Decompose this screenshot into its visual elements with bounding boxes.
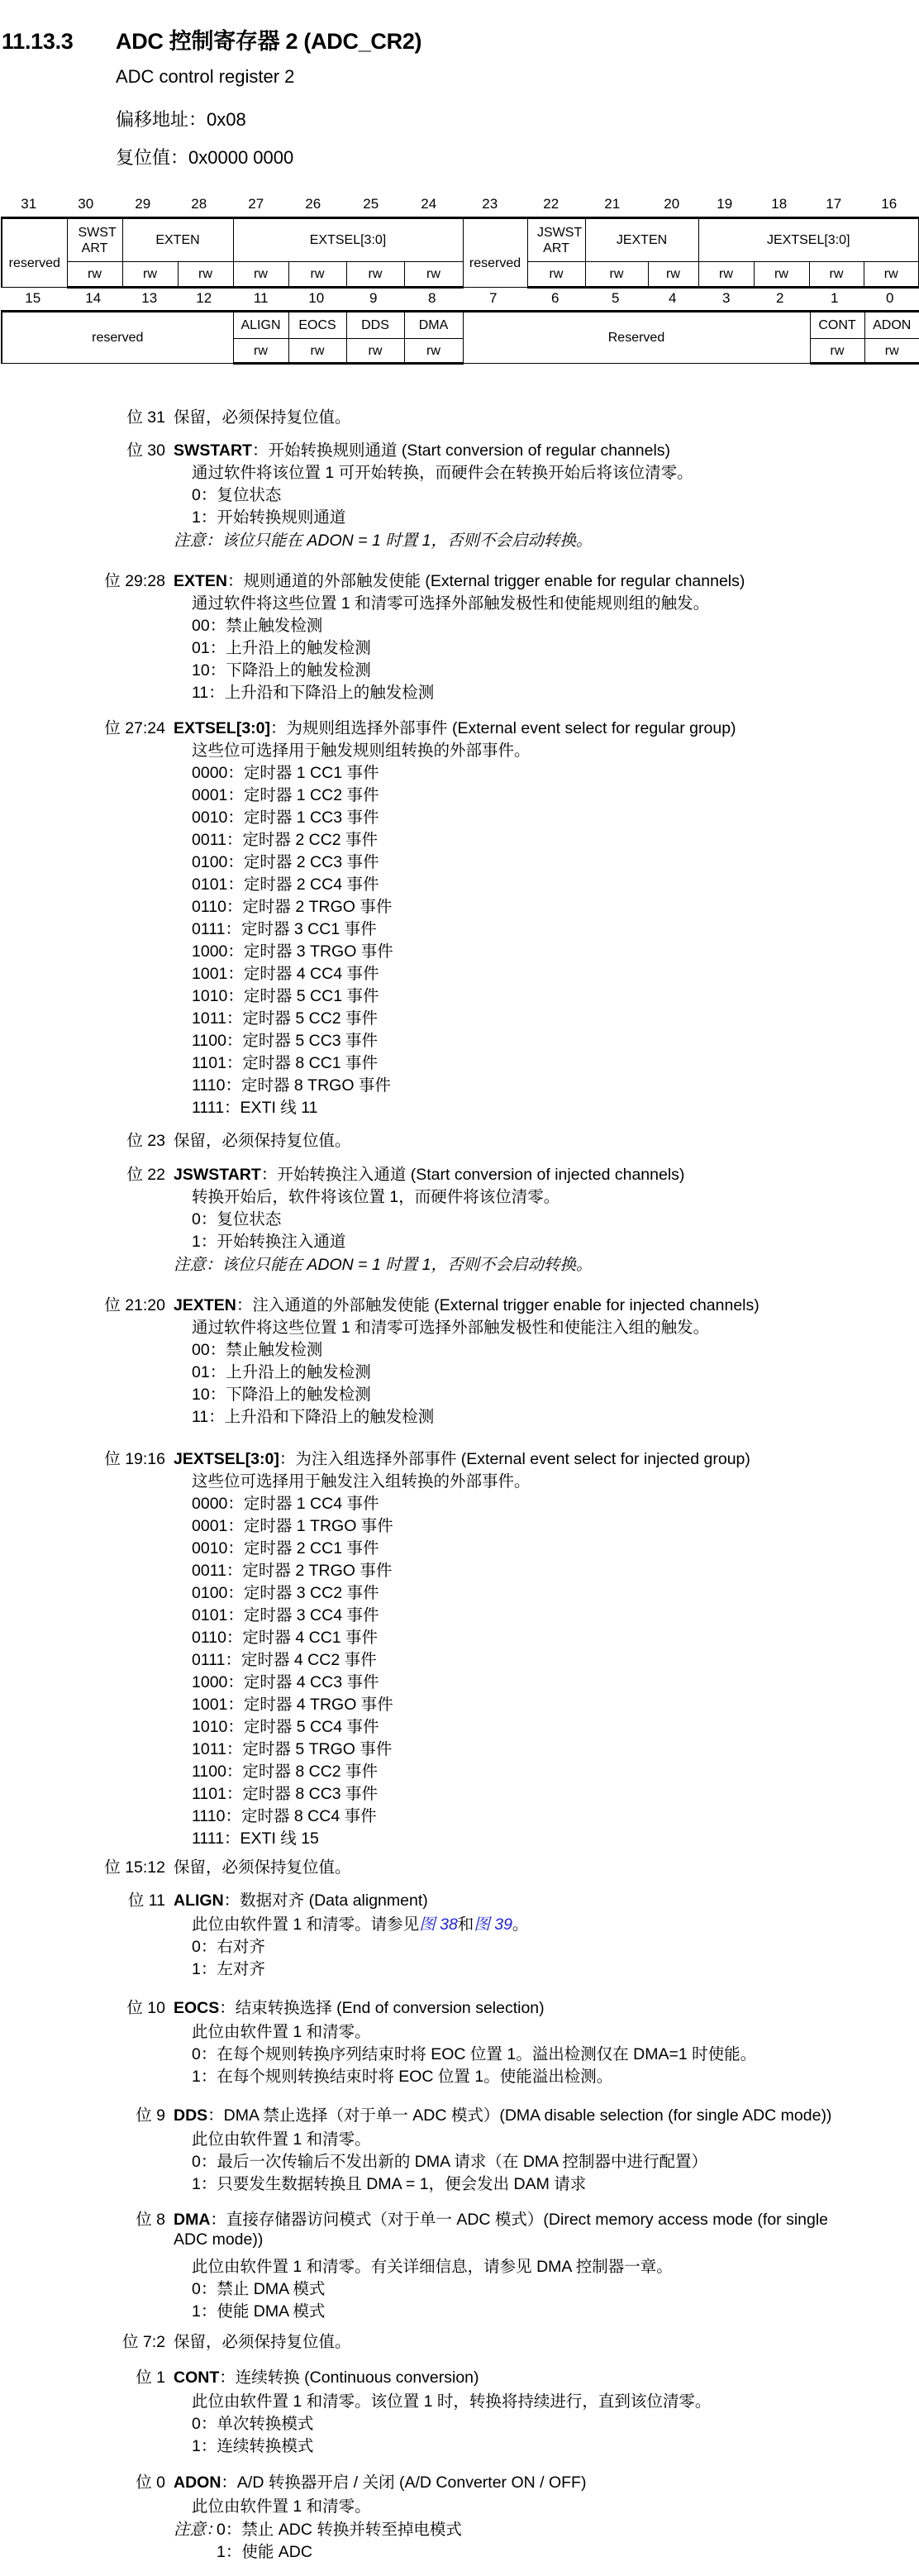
access-rw: rw <box>585 262 648 288</box>
access-rw: rw <box>346 339 404 364</box>
bit-number: 30 <box>78 196 94 212</box>
bit-number: 14 <box>85 290 102 306</box>
field-title: ：开始转换规则通道 (Start conversion of regular channels) <box>251 441 671 460</box>
option: 0011：定时器 2 CC2 事件 <box>192 831 379 849</box>
field-title: ：开始转换注入通道 (Start conversion of injected channels) <box>260 1166 685 1184</box>
field-title: ：注入通道的外部触发使能 (External trigger enable for injected channels) <box>236 1296 759 1314</box>
field-description: 转换开始后，软件将该位置 1，而硬件将该位清零。 <box>192 1188 560 1206</box>
option-1: 1：左对齐 <box>192 1960 265 1978</box>
bit-number: 18 <box>771 196 788 212</box>
bit-number: 21 <box>604 196 621 212</box>
option: 10：下降沿上的触发检测 <box>192 661 371 680</box>
bit-label: 位 27:24 <box>104 719 165 737</box>
note-option-1: 1：使能 ADC <box>217 2543 312 2561</box>
option-1: 1：只要发生数据转换且 DMA = 1，便会发出 DAM 请求 <box>192 2175 587 2193</box>
bit-number: 10 <box>308 290 325 306</box>
bit-label: 位 21:20 <box>104 1296 165 1314</box>
field-title: ：DMA 禁止选择（对于单一 ADC 模式）(DMA disable selection (for single ADC mode)) <box>207 2106 832 2125</box>
access-rw: rw <box>233 262 288 288</box>
field-name: EXTEN <box>174 572 228 590</box>
bit-number: 16 <box>881 196 898 212</box>
bit-text: 保留，必须保持复位值。 <box>174 2333 351 2351</box>
bit-number: 5 <box>612 290 620 306</box>
field-name: CONT <box>174 2368 220 2387</box>
bit-number: 28 <box>191 196 207 212</box>
field-note: 注意：该位只能在 ADON = 1 时置 1，否则不会启动转换。 <box>174 532 593 550</box>
bit-number: 20 <box>664 196 680 212</box>
field-note-label: 注意： <box>174 2521 222 2539</box>
access-rw: rw <box>864 339 919 364</box>
option-0: 0：复位状态 <box>192 1210 282 1228</box>
bit-label: 位 29:28 <box>104 572 165 590</box>
bit-label: 位 19:16 <box>104 1450 165 1468</box>
bit-label: 位 15:12 <box>104 1858 165 1877</box>
bit-label: 位 11 <box>127 1891 165 1910</box>
option-1: 1：连续转换模式 <box>192 2437 314 2455</box>
field-note: 注意：该位只能在 ADON = 1 时置 1，否则不会启动转换。 <box>174 1256 593 1274</box>
field-name: DDS <box>174 2106 208 2125</box>
bit-label: 位 31 <box>126 408 165 427</box>
field-label: JSWST ART <box>537 225 583 255</box>
option: 1101：定时器 8 CC1 事件 <box>192 1054 379 1072</box>
bit-text: 保留，必须保持复位值。 <box>174 1132 351 1150</box>
bit-label: 位 9 <box>136 2106 165 2125</box>
option: 0111：定时器 3 CC1 事件 <box>192 920 377 938</box>
field-label: SWST ART <box>78 225 117 255</box>
bit-label: 位 22 <box>126 1166 165 1184</box>
option-0: 0：右对齐 <box>192 1938 265 1956</box>
option: 0001：定时器 1 CC2 事件 <box>192 786 379 804</box>
field-reserved-15-12: reserved <box>2 312 233 364</box>
option: 1010：定时器 5 CC1 事件 <box>192 987 379 1005</box>
option: 0101：定时器 2 CC4 事件 <box>192 875 379 894</box>
access-rw: rw <box>178 262 233 288</box>
field-title: ：数据对齐 (Data alignment) <box>223 1891 428 1910</box>
bit-number: 27 <box>248 196 264 212</box>
bit-label: 位 23 <box>126 1132 165 1150</box>
section-title <box>2 23 421 55</box>
field-jextsel: JEXTSEL[3:0] <box>698 218 919 262</box>
figure-39-link[interactable]: 图 39 <box>474 1915 512 1934</box>
field-name: ADON <box>174 2473 221 2492</box>
bit-number: 2 <box>776 290 784 306</box>
field-swstart <box>67 218 122 262</box>
access-rw: rw <box>810 339 864 364</box>
access-rw: rw <box>864 262 919 288</box>
field-description: 此位由软件置 1 和清零。 <box>192 2497 371 2516</box>
bit-number: 9 <box>369 290 378 306</box>
access-rw: rw <box>404 339 463 364</box>
field-description: 通过软件将这些位置 1 和清零可选择外部触发极性和使能规则组的触发。 <box>192 594 710 613</box>
field-title: ：结束转换选择 (End of conversion selection) <box>219 1999 545 2017</box>
option: 01：上升沿上的触发检测 <box>192 639 371 657</box>
field-name: EXTSEL[3:0] <box>174 719 271 737</box>
bit-number: 11 <box>253 290 269 306</box>
bit-number: 19 <box>717 196 733 212</box>
register-subtitle: ADC control register 2 <box>116 66 295 87</box>
field-dma: DMA <box>404 312 463 339</box>
field-title: ：A/D 转换器开启 / 关闭 (A/D Converter ON / OFF) <box>221 2473 587 2492</box>
bit-number: 31 <box>21 196 37 212</box>
bit-number: 26 <box>305 196 321 212</box>
option: 0110：定时器 4 CC1 事件 <box>192 1629 379 1647</box>
bit-number: 8 <box>428 290 436 306</box>
field-name: JEXTSEL[3:0] <box>174 1450 279 1468</box>
bit-number: 0 <box>886 290 894 306</box>
bit-number: 3 <box>722 290 731 306</box>
register-table-upper <box>1 217 919 289</box>
bit-number: 29 <box>135 196 151 212</box>
field-adon: ADON <box>864 312 919 339</box>
field-extsel: EXTSEL[3:0] <box>233 218 463 262</box>
field-jexten: JEXTEN <box>585 218 698 262</box>
bit-number: 15 <box>25 290 41 306</box>
bit-number: 1 <box>831 290 839 306</box>
field-name: ALIGN <box>174 1891 224 1910</box>
bit-number: 6 <box>551 290 559 306</box>
bit-label: 位 30 <box>126 441 165 460</box>
field-exten: EXTEN <box>122 218 233 262</box>
field-title: ：为规则组选择外部事件 (External event select for regular group) <box>270 719 736 737</box>
field-cont: CONT <box>810 312 864 339</box>
field-name: JEXTEN <box>174 1296 236 1314</box>
option: 10：下降沿上的触发检测 <box>192 1386 371 1404</box>
upper-bit-numbers <box>0 196 919 216</box>
field-reserved-31: reserved <box>2 218 67 288</box>
access-rw: rw <box>648 262 698 288</box>
access-rw: rw <box>754 262 809 288</box>
option: 0110：定时器 2 TRGO 事件 <box>192 898 393 916</box>
field-dds: DDS <box>346 312 404 339</box>
bit-number: 7 <box>489 290 498 306</box>
option: 1011：定时器 5 TRGO 事件 <box>192 1740 393 1758</box>
access-rw: rw <box>233 339 288 364</box>
option: 1001：定时器 4 CC4 事件 <box>192 965 379 983</box>
bit-number: 12 <box>196 290 212 306</box>
bit-number: 4 <box>669 290 677 306</box>
option: 0000：定时器 1 CC4 事件 <box>192 1495 379 1513</box>
option-0: 0：复位状态 <box>192 486 282 504</box>
desc-text: 。 <box>512 1915 529 1934</box>
option: 0100：定时器 3 CC2 事件 <box>192 1584 379 1602</box>
option: 1000：定时器 3 TRGO 事件 <box>192 942 393 961</box>
option: 11：上升沿和下降沿上的触发检测 <box>192 1408 435 1426</box>
bit-label: 位 0 <box>136 2473 165 2492</box>
bit-number: 23 <box>482 196 498 212</box>
access-rw: rw <box>346 262 404 288</box>
bit-number: 22 <box>543 196 559 212</box>
option: 1100：定时器 8 CC2 事件 <box>192 1763 379 1781</box>
option-0: 0：最后一次传输后不发出新的 DMA 请求（在 DMA 控制器中进行配置） <box>192 2153 708 2171</box>
option-1: 1：在每个规则转换结束时将 EOC 位置 1。使能溢出检测。 <box>192 2068 613 2086</box>
option: 1100：定时器 5 CC3 事件 <box>192 1032 379 1050</box>
bit-number: 13 <box>141 290 158 306</box>
option: 0111：定时器 4 CC2 事件 <box>192 1651 377 1669</box>
desc-text: 和 <box>457 1915 474 1934</box>
field-description: 此位由软件置 1 和清零。该位置 1 时，转换将持续进行，直到该位清零。 <box>192 2392 712 2411</box>
option-1: 1：开始转换注入通道 <box>192 1233 346 1251</box>
field-reserved-7-2: Reserved <box>463 312 810 364</box>
access-rw: rw <box>809 262 864 288</box>
lower-bit-numbers <box>0 290 919 310</box>
field-title: ：连续转换 (Continuous conversion) <box>219 2368 479 2387</box>
option: 0101：定时器 3 CC4 事件 <box>192 1606 379 1624</box>
bit-label: 位 10 <box>126 1999 165 2017</box>
field-title: ：为注入组选择外部事件 (External event select for injected group) <box>279 1450 750 1468</box>
option: 0011：定时器 2 TRGO 事件 <box>192 1562 393 1580</box>
option: 0100：定时器 2 CC3 事件 <box>192 853 379 871</box>
option: 1010：定时器 5 CC4 事件 <box>192 1718 379 1736</box>
note-option-0: 0：禁止 ADC 转换并转至掉电模式 <box>217 2521 462 2539</box>
figure-38-link[interactable]: 图 38 <box>419 1915 458 1934</box>
access-rw: rw <box>404 262 463 288</box>
option: 0010：定时器 1 CC3 事件 <box>192 809 379 827</box>
section-number: 11.13.3 <box>2 29 74 54</box>
field-description: 这些位可选择用于触发规则组转换的外部事件。 <box>192 742 531 760</box>
option: 1110：定时器 8 CC4 事件 <box>192 1807 377 1825</box>
bit-text: 保留，必须保持复位值。 <box>174 408 351 427</box>
access-rw: rw <box>527 262 585 288</box>
field-name: JSWSTART <box>174 1166 261 1184</box>
field-title: ：直接存储器访问模式（对于单一 ADC 模式）(Direct memory access mode (for single <box>210 2211 829 2229</box>
option-1: 1：开始转换规则通道 <box>192 508 346 527</box>
option: 0000：定时器 1 CC1 事件 <box>192 764 379 782</box>
option: 00：禁止触发检测 <box>192 617 323 635</box>
option: 1110：定时器 8 TRGO 事件 <box>192 1076 391 1095</box>
bit-number: 24 <box>421 196 437 212</box>
section-heading: ADC 控制寄存器 2 (ADC_CR2) <box>116 29 422 54</box>
field-jswstart <box>527 218 585 262</box>
access-rw: rw <box>67 262 122 288</box>
bit-label: 位 7:2 <box>121 2333 165 2351</box>
option: 1101：定时器 8 CC3 事件 <box>192 1785 379 1803</box>
option: 0010：定时器 2 CC1 事件 <box>192 1539 379 1558</box>
option: 1000：定时器 4 CC3 事件 <box>192 1673 379 1691</box>
field-reserved-23: reserved <box>463 218 527 288</box>
option: 1001：定时器 4 TRGO 事件 <box>192 1696 393 1714</box>
field-description: 这些位可选择用于触发注入组转换的外部事件。 <box>192 1472 531 1491</box>
access-rw: rw <box>122 262 178 288</box>
reset-value: 复位值：0x0000 0000 <box>116 147 294 168</box>
field-name: SWSTART <box>174 441 252 460</box>
field-name: DMA <box>174 2211 211 2229</box>
access-rw: rw <box>288 339 346 364</box>
option-0: 0：禁止 DMA 模式 <box>192 2280 326 2298</box>
field-align: ALIGN <box>233 312 288 339</box>
field-eocs: EOCS <box>288 312 346 339</box>
bit-label: 位 1 <box>136 2368 165 2387</box>
option: 01：上升沿上的触发检测 <box>192 1363 371 1381</box>
option: 1111：EXTI 线 11 <box>192 1099 318 1117</box>
bit-number: 17 <box>826 196 842 212</box>
field-description: 通过软件将这些位置 1 和清零可选择外部触发极性和使能注入组的触发。 <box>192 1319 710 1337</box>
field-description: 此位由软件置 1 和清零。 <box>192 2023 371 2041</box>
field-title: ：规则通道的外部触发使能 (External trigger enable for regular channels) <box>227 572 745 590</box>
bit-number: 25 <box>363 196 379 212</box>
option: 1011：定时器 5 CC2 事件 <box>192 1009 379 1028</box>
access-rw: rw <box>698 262 754 288</box>
option-0: 0：在每个规则转换序列结束时将 EOC 位置 1。溢出检测仅在 DMA=1 时使能。 <box>192 2045 757 2063</box>
field-description <box>192 1914 528 1935</box>
desc-text: 此位由软件置 1 和清零。请参见 <box>192 1915 420 1934</box>
bit-text: 保留，必须保持复位值。 <box>174 1858 351 1877</box>
field-title-continued: ADC mode)) <box>174 2230 264 2249</box>
access-rw: rw <box>288 262 346 288</box>
field-name: EOCS <box>174 1999 220 2017</box>
field-description: 通过软件将该位置 1 可开始转换，而硬件会在转换开始后将该位清零。 <box>192 464 693 482</box>
option: 00：禁止触发检测 <box>192 1341 323 1359</box>
option-0: 0：单次转换模式 <box>192 2415 314 2433</box>
offset-address: 偏移地址：0x08 <box>116 109 246 130</box>
field-description: 此位由软件置 1 和清零。有关详细信息，请参见 DMA 控制器一章。 <box>192 2258 673 2276</box>
option: 11：上升沿和下降沿上的触发检测 <box>192 684 435 702</box>
field-description: 此位由软件置 1 和清零。 <box>192 2130 371 2149</box>
option-1: 1：使能 DMA 模式 <box>192 2302 326 2321</box>
option: 0001：定时器 1 TRGO 事件 <box>192 1517 393 1535</box>
bit-label: 位 8 <box>136 2211 165 2229</box>
register-table-lower <box>1 310 919 365</box>
option: 1111：EXTI 线 15 <box>192 1829 319 1848</box>
